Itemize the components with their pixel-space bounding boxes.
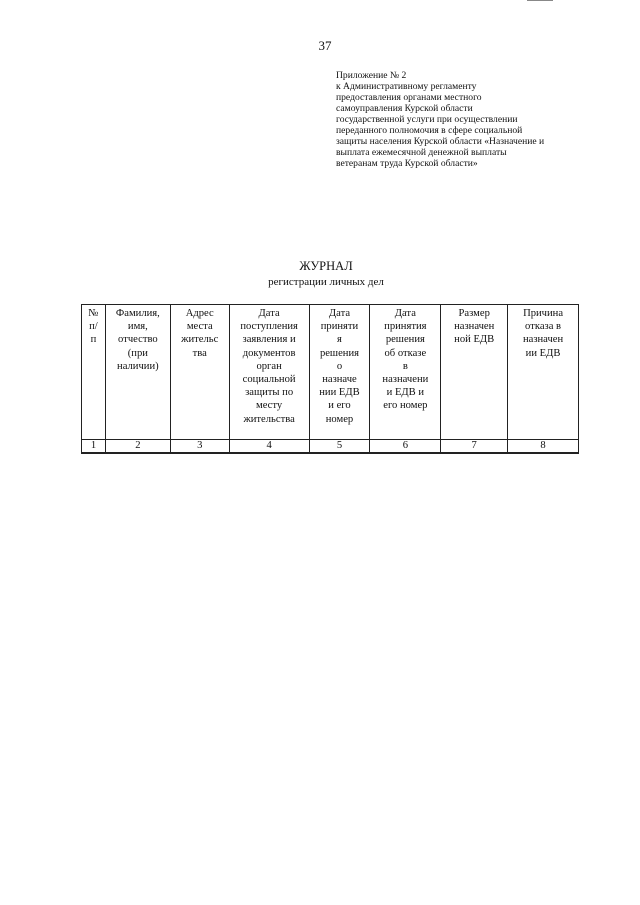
appendix-line: к Административному регламенту (336, 81, 477, 92)
appendix-line: государственной услуги при осуществлении (336, 114, 518, 125)
page-number: 37 (318, 38, 332, 53)
column-header-payment-amount: Размер назначен ной ЕДВ (441, 305, 508, 440)
column-number-cell: 2 (105, 440, 170, 454)
column-header-address: Адрес места жительс тва (170, 305, 229, 440)
appendix-line: выплата ежемесячной денежной выплаты (336, 147, 507, 158)
appendix-line: самоуправления Курской области (336, 103, 473, 114)
column-number-cell: 6 (370, 440, 441, 454)
column-header-refusal-reason: Причина отказа в назначен ии ЕДВ (508, 305, 579, 440)
appendix-note (336, 70, 581, 169)
column-header-number: № п/ п (82, 305, 106, 440)
column-number-cell: 1 (82, 440, 106, 454)
appendix-line: переданного полномочия в сфере социальной (336, 125, 523, 136)
column-header-refusal-date: Дата принятия решения об отказе в назначени и ЕДВ и его номер (370, 305, 441, 440)
column-header-approval-date: Дата приняти я решения о назначе нии ЕДВ и его номер (309, 305, 370, 440)
journal-subtitle: регистрации личных дел (268, 276, 384, 288)
top-edge-rule (527, 0, 553, 1)
column-number-cell: 7 (441, 440, 508, 454)
column-header-full-name: Фамилия, имя, отчество (при наличии) (105, 305, 170, 440)
column-header-receipt-date: Дата поступления заявления и документов орган социальной защиты по месту жительства (229, 305, 309, 440)
registration-journal-table (81, 304, 579, 454)
appendix-line: защиты населения Курской области «Назначение и (336, 136, 545, 147)
appendix-line: предоставления органами местного (336, 92, 482, 103)
appendix-line: Приложение № 2 (336, 70, 407, 81)
column-number-cell: 4 (229, 440, 309, 454)
appendix-line: ветеранам труда Курской области» (336, 158, 478, 169)
column-number-cell: 8 (508, 440, 579, 454)
journal-title: ЖУРНАЛ (299, 259, 353, 273)
column-number-cell: 3 (170, 440, 229, 454)
column-number-row (82, 440, 579, 454)
column-number-cell: 5 (309, 440, 370, 454)
header-row (82, 305, 579, 440)
